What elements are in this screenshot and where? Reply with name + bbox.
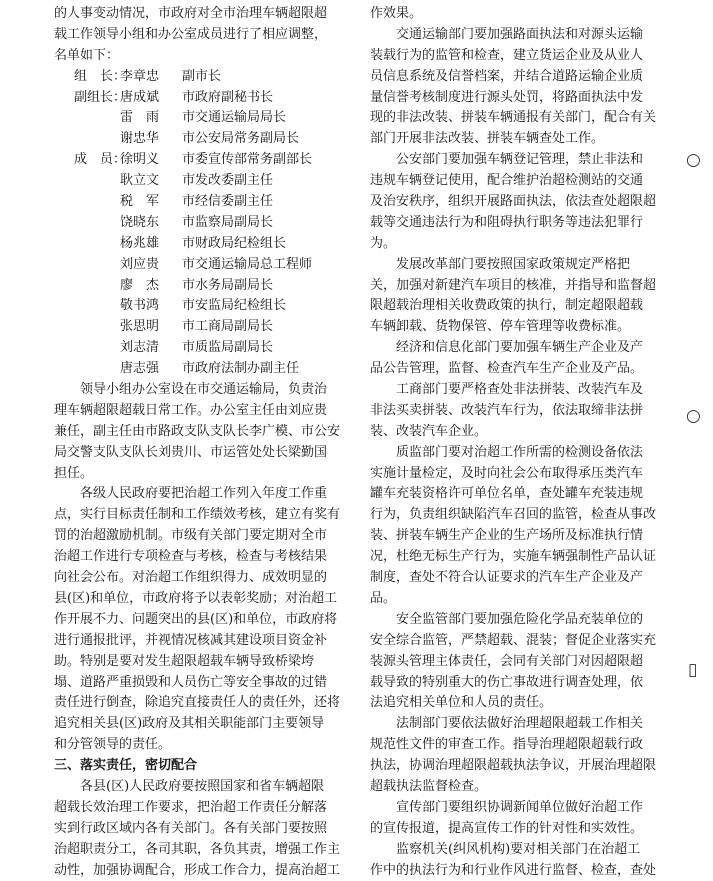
roster-role: 组 长： [74, 68, 127, 84]
scan-artifact-mark: ○ [686, 406, 701, 426]
publicity-paragraph [370, 798, 683, 840]
text-line: 宣传部门要组织协调新闻单位做好治超工作 [396, 799, 644, 815]
county-paragraph [54, 777, 354, 881]
roster-name: 谢忠华 [120, 131, 160, 147]
section-heading: 三、落实责任，密切配合 [54, 758, 198, 774]
roster-name: 唐志强 [120, 361, 160, 377]
roster-row [54, 317, 354, 338]
text-line: 各级人民政府要把治超工作列入年度工作重 [80, 486, 328, 502]
text-line: 担任。 [54, 465, 94, 481]
text-line: 员信息系统及信誉档案，并结合道路运输企业质 [370, 68, 644, 84]
text-line: 质监部门要对治超工作所需的检测设备依法 [396, 444, 644, 460]
roster-row [54, 150, 354, 171]
roster-name: 刘志清 [120, 340, 160, 356]
roster-name: 敬书鸿 [120, 298, 160, 314]
text-line: 理车辆超限超载日常工作。办公室主任由刘应贵 [54, 402, 328, 418]
text-line: 作开展不力、问题突出的县(区)和单位，市政府将 [54, 611, 338, 627]
text-line: 的人事变动情况，市政府对全市治理车辆超限超 [54, 6, 328, 21]
text-line: 进行通报批评，并视情况核减其建设项目资金补 [54, 632, 328, 648]
text-line: 工商部门要严格查处非法拼装、改装汽车及 [396, 382, 644, 398]
scan-artifact-mark: ▯ [688, 660, 698, 680]
text-line: 现的非法改装、拼装车辆通报有关部门，配合有关 [370, 110, 657, 126]
text-line: 装、改装汽车企业。 [370, 423, 488, 439]
text-line: 点，实行目标责任制和工作绩效考核，建立有奖有 [54, 507, 341, 523]
office-paragraph [54, 380, 354, 484]
text-line: 兼任，副主任由市路政支队支队长李广模、市公安 [54, 423, 341, 439]
intro-paragraph [54, 4, 354, 67]
roster-name: 刘应贵 [120, 256, 160, 272]
text-line: 实到行政区域内各有关部门。各有关部门要按照 [54, 820, 328, 836]
text-line: 限超载治理相关收费政策的执行，制定超限超载 [370, 298, 644, 314]
supervision-paragraph [370, 840, 683, 881]
roster-role: 副组长： [74, 89, 127, 105]
text-line: 作效果。 [370, 6, 423, 21]
text-line: 规范性文件的审查工作。指导治理超限超载行政 [370, 737, 644, 753]
text-line: 法制部门要依法做好治理超限超载工作相关 [396, 716, 644, 732]
text-line: 载等交通违法行为和阻碍执行职务等违法犯罪行 [370, 214, 644, 230]
roster-post: 市经信委副主任 [182, 194, 274, 210]
text-line: 关，加强对新建汽车项目的核准，并指导和监督超 [370, 277, 657, 293]
text-line: 超载长效治理工作要求，把治超工作责任分解落 [54, 799, 328, 815]
roster-row [54, 88, 354, 109]
police-paragraph [370, 150, 683, 254]
quality-paragraph [370, 443, 683, 610]
text-line: 品。 [370, 590, 397, 606]
text-line: 装、拼装车辆生产企业的生产场所及标准执行情 [370, 528, 644, 544]
text-line: 实施计量检定，及时向社会公布取得承压类汽车 [370, 465, 644, 481]
roster-post: 市政府副秘书长 [182, 89, 274, 105]
text-line: 载导致的特别重大的伤亡事故进行调查处理，依 [370, 674, 644, 690]
roster-name: 饶晓东 [120, 214, 160, 230]
roster-name: 李章忠 [120, 68, 160, 84]
roster-name: 税 军 [120, 194, 160, 210]
text-line: 安全综合监管，严禁超载、混装；督促企业落实充 [370, 632, 657, 648]
roster-name: 耿立文 [120, 173, 160, 189]
government-paragraph [54, 484, 354, 756]
text-line: 罐车充装资格许可单位名单，查处罐车充装违规 [370, 486, 644, 502]
text-line: 向社会公布。对治超工作组织得力、成效明显的 [54, 570, 328, 586]
text-line: 执法，协调治理超限超载执法争议，开展治理超限 [370, 758, 657, 774]
roster-list [54, 67, 354, 380]
roster-post: 市委宣传部常务副部长 [182, 152, 313, 168]
scan-artifact-mark: ○ [686, 150, 701, 170]
roster-post: 市交通运输局局长 [182, 110, 287, 126]
text-line: 制度，查处不符合认证要求的汽车生产企业及产 [370, 570, 644, 586]
text-line: 行为，负责组织缺陷汽车召回的监管，检查从事改 [370, 507, 657, 523]
roster-row [54, 192, 354, 213]
text-line: 交通运输部门要加强路面执法和对源头运输 [396, 26, 644, 42]
roster-row [54, 255, 354, 276]
roster-row [54, 213, 354, 234]
roster-post: 市工商局副局长 [182, 319, 274, 335]
text-line: 安全监管部门要加强危险化学品充装单位的 [396, 611, 644, 627]
text-line: 况，杜绝无标生产行为，实施车辆强制性产品认证 [370, 549, 657, 565]
roster-row [54, 234, 354, 255]
text-line: 罚的治超激励机制。市级有关部门要定期对全市 [54, 528, 328, 544]
text-line: 载工作领导小组和办公室成员进行了相应调整， [54, 26, 328, 42]
roster-name: 雷 雨 [120, 110, 160, 126]
left-column [54, 4, 354, 881]
roster-post: 市政府法制办副主任 [182, 361, 300, 377]
text-line: 领导小组办公室设在市交通运输局，负责治 [80, 382, 328, 398]
roster-post: 市监察局副局长 [182, 214, 274, 230]
text-line: 塌、道路严重损毁和人员伤亡等安全事故的过错 [54, 674, 328, 690]
roster-name: 廖 杰 [120, 277, 160, 293]
roster-name: 杨兆雄 [120, 235, 160, 251]
text-line: 非法买卖拼装、改装汽车行为，依法取缔非法拼 [370, 402, 644, 418]
roster-post: 市公安局常务副局长 [182, 131, 300, 147]
roster-post: 市财政局纪检组长 [182, 235, 287, 251]
text-line: 量信誉考核制度进行源头处罚，将路面执法中发 [370, 89, 644, 105]
roster-row [54, 296, 354, 317]
text-line: 作中的执法行为和行业作风进行监督、检查，查处 [370, 862, 657, 878]
roster-name: 唐成斌 [120, 89, 160, 105]
text-line: 责任进行倒查，除追究直接责任人的责任外，还将 [54, 695, 341, 711]
roster-row [54, 108, 354, 129]
text-line: 车辆卸载、货物保管、停车管理等收费标准。 [370, 319, 631, 335]
roster-post: 市安监局纪检组长 [182, 298, 287, 314]
roster-post: 市质监局副局长 [182, 340, 274, 356]
roster-post: 市发改委副主任 [182, 173, 274, 189]
roster-row [54, 129, 354, 150]
transport-paragraph [370, 25, 683, 150]
roster-name: 徐明义 [120, 152, 160, 168]
roster-post: 市水务局副局长 [182, 277, 274, 293]
text-line: 发展改革部门要按照国家政策规定严格把 [396, 256, 631, 272]
text-line: 治超职责分工，各司其职，各负其责，增强工作主 [54, 841, 341, 857]
text-line: 装载行为的监管和检查，建立货运企业及从业人 [370, 47, 644, 63]
roster-row [54, 359, 354, 380]
text-line: 法追究相关单位和人员的责任。 [370, 695, 553, 711]
text-line: 名单如下： [54, 47, 120, 63]
text-line: 和分管领导的责任。 [54, 737, 172, 753]
text-line: 局交警支队支队长刘贵川、市运管处处长梁勤国 [54, 444, 328, 460]
text-line: 县(区)和单位，市政府将予以表彰奖励；对治超工 [54, 590, 338, 606]
roster-post: 市交通运输局总工程师 [182, 256, 313, 272]
text-line: 超载执法监督检查。 [370, 778, 488, 794]
safety-paragraph [370, 610, 683, 714]
roster-row [54, 171, 354, 192]
text-line: 治超工作进行专项检查与考核，检查与考核结果 [54, 549, 328, 565]
text-line: 各县(区)人民政府要按照国家和省车辆超限 [80, 778, 325, 794]
text-line: 动性，加强协调配合，形成工作合力，提高治超工 [54, 862, 341, 878]
text-line: 经济和信息化部门要加强车辆生产企业及产 [396, 340, 644, 356]
text-line: 助。特别是要对发生超限超载车辆导致桥梁垮 [54, 653, 315, 669]
roster-post: 副市长 [182, 68, 222, 84]
commerce-paragraph [370, 380, 683, 443]
text-line: 品公告管理，监督、检查汽车生产企业及产品。 [370, 361, 644, 377]
text-line: 及治安秩序，组织开展路面执法，依法查处超限超 [370, 194, 657, 210]
roster-name: 张思明 [120, 319, 160, 335]
text-line: 部门开展非法改装、拼装车辆查处工作。 [370, 131, 605, 147]
roster-role: 成 员： [74, 152, 127, 168]
text-line: 公安部门要加强车辆登记管理，禁止非法和 [396, 152, 644, 168]
text-line: 违规车辆登记使用，配合维护治超检测站的交通 [370, 173, 644, 189]
roster-row [54, 67, 354, 88]
right-column [370, 4, 683, 881]
economy-paragraph [370, 338, 683, 380]
text-line: 监察机关(纠风机构)要对相关部门在治超工 [396, 841, 641, 857]
text-line: 装源头管理主体责任，会同有关部门对因超限超 [370, 653, 644, 669]
roster-row [54, 276, 354, 297]
text-line: 追究相关县(区)政府及其相关职能部门主要领导 [54, 716, 325, 732]
legal-paragraph [370, 714, 683, 798]
text-line: 的宣传报道，提高宣传工作的针对性和实效性。 [370, 820, 644, 836]
roster-row [54, 338, 354, 359]
ndrc-paragraph [370, 255, 683, 339]
text-line: 为。 [370, 235, 397, 251]
continuation-paragraph [370, 4, 683, 25]
